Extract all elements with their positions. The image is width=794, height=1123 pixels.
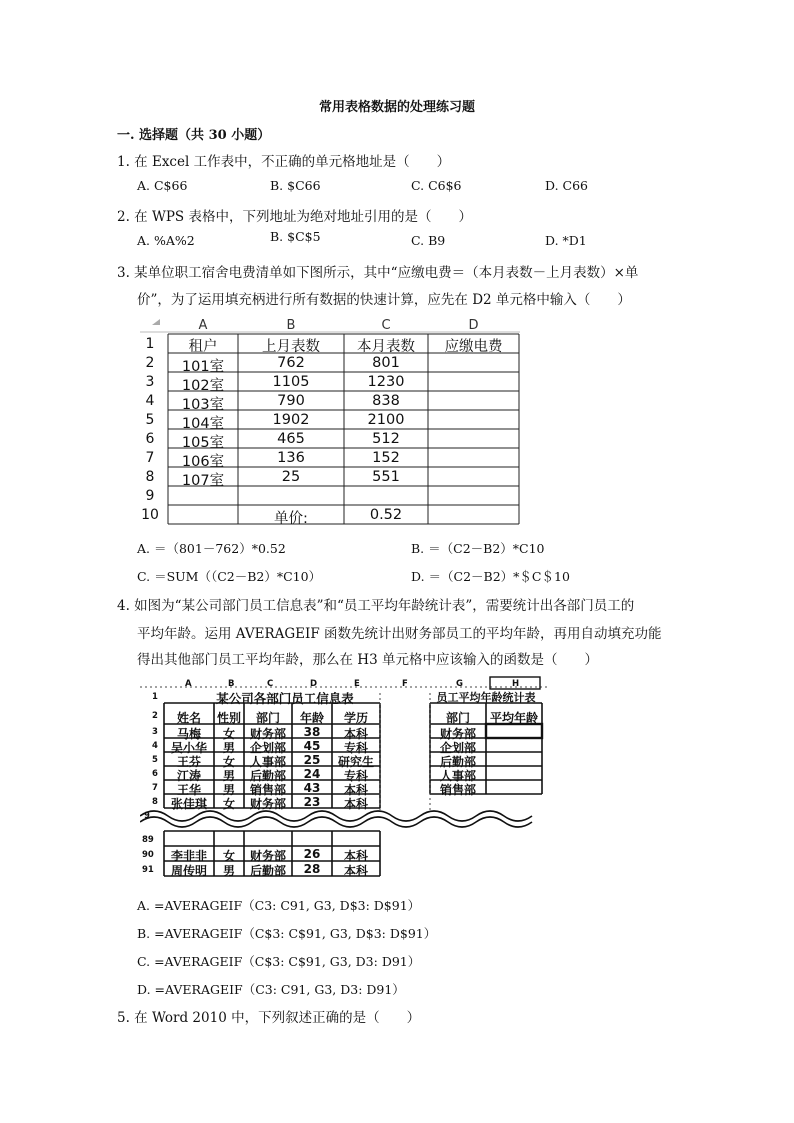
table-cell: 26 (303, 847, 321, 861)
table-cell: 28 (303, 862, 321, 876)
row-number: 8 (145, 469, 155, 485)
header-cell-gender: 性别 (216, 711, 241, 725)
table-cell: 762 (277, 355, 305, 371)
table-cell: 45 (303, 739, 321, 753)
table-cell: 本科 (343, 727, 368, 741)
table-cell: 江涛 (176, 769, 201, 783)
table-cell: 551 (372, 469, 400, 485)
header-cell-tenant: 租户 (188, 339, 218, 355)
col-letter-a: A (198, 318, 208, 333)
table-cell: 销售部 (249, 783, 286, 797)
col-letter: G (456, 679, 463, 689)
row-number: 8 (152, 797, 158, 807)
table-cell: 152 (372, 450, 400, 466)
table-cell: 女 (222, 797, 235, 811)
q1-option-b: B. $C66 (270, 178, 321, 193)
stats-dept-cell: 企划部 (439, 741, 476, 755)
table-cell: 男 (222, 769, 235, 783)
header-cell-age: 年龄 (299, 711, 324, 725)
row-number: 9 (144, 811, 150, 821)
q4-option-d: D. =AVERAGEIF（C3: C91, G3, D3: D91） (137, 982, 405, 997)
table-cell: 后勤部 (249, 864, 286, 878)
page-title: 常用表格数据的处理练习题 (318, 100, 475, 115)
table-cell: 男 (222, 864, 235, 878)
row-number: 1 (145, 336, 155, 352)
table-cell: 25 (281, 469, 301, 485)
q1-option-c: C. C6$6 (411, 178, 462, 193)
col-letter: H (512, 679, 520, 689)
table-cell: 李非非 (170, 849, 207, 863)
header-cell-this-month: 本月表数 (357, 339, 415, 355)
table-cell: 465 (277, 431, 305, 447)
table-cell: 女 (222, 849, 235, 863)
col-letter-d: D (468, 318, 479, 333)
table-cell: 财务部 (249, 849, 286, 863)
question-4-stem-line-1: 4. 如图为“某公司部门员工信息表”和“员工平均年龄统计表”，需要统计出各部门员工的 (117, 598, 635, 614)
table-cell: 研究生 (337, 755, 374, 769)
row-number: 10 (141, 507, 159, 523)
table-cell: 103室 (181, 397, 225, 413)
table-cell: 女 (222, 755, 235, 769)
table-cell: 企划部 (249, 741, 286, 755)
table-cell: 本科 (343, 849, 368, 863)
table-cell: 本科 (343, 864, 368, 878)
table-cell: 790 (277, 393, 305, 409)
col-letter: D (310, 679, 318, 689)
unit-price-value: 0.52 (369, 507, 403, 523)
header-cell-name: 姓名 (176, 711, 201, 725)
table-cell: 女 (222, 727, 235, 741)
row-number: 89 (142, 835, 154, 845)
row-number: 7 (145, 450, 155, 466)
q3-option-b: B. ＝（C2－B2）*C10 (411, 541, 545, 556)
table-cell: 专科 (343, 769, 368, 783)
question-4-stem-line-3: 得出其他部门员工平均年龄，那么在 H3 单元格中应该输入的函数是（ ） (137, 652, 598, 668)
row-number: 90 (142, 850, 154, 860)
employee-table-title: 某公司各部门员工信息表 (216, 691, 354, 706)
table-cell: 王芬 (176, 755, 201, 769)
row-number: 3 (145, 374, 155, 390)
q4-option-b: B. =AVERAGEIF（C$3: C$91, G3, D$3: D$91） (137, 926, 437, 941)
stats-dept-cell: 后勤部 (439, 755, 476, 769)
stats-dept-cell: 销售部 (439, 783, 476, 797)
stats-dept-cell: 财务部 (439, 727, 476, 741)
header-cell-edu: 学历 (343, 711, 368, 725)
question-3-stem-line-2: 价”，为了运用填充柄进行所有数据的快速计算，应先在 D2 单元格中输入（ ） (137, 292, 631, 308)
table-cell: 1902 (272, 412, 310, 428)
table-cell: 财务部 (249, 727, 286, 741)
employee-info-figure (140, 673, 550, 885)
table-cell: 105室 (181, 435, 225, 451)
col-letter-c: C (381, 318, 391, 333)
table-cell: 24 (303, 767, 321, 781)
table-cell: 838 (372, 393, 400, 409)
table-cell: 801 (372, 355, 400, 371)
q3-option-d: D. ＝（C2－B2）*＄C＄10 (411, 569, 570, 584)
q4-option-c: C. =AVERAGEIF（C$3: C$91, G3, D3: D91） (137, 954, 421, 969)
col-letter-b: B (286, 318, 296, 333)
row-number: 2 (152, 711, 158, 721)
row-number: 4 (152, 741, 158, 751)
col-letter: F (402, 679, 408, 689)
unit-price-label: 单价: (274, 511, 308, 527)
table-cell: 本科 (343, 797, 368, 811)
question-1-stem: 1. 在 Excel 工作表中，不正确的单元格地址是（ ） (117, 154, 451, 170)
table-cell: 104室 (181, 416, 225, 432)
table-cell: 财务部 (249, 797, 286, 811)
q4-option-a: A. =AVERAGEIF（C3: C91, G3, D$3: D$91） (137, 898, 421, 913)
q2-option-a: A. %A%2 (137, 233, 195, 248)
table-cell: 38 (303, 725, 321, 739)
table-cell: 后勤部 (249, 769, 286, 783)
col-letter: B (228, 679, 235, 689)
question-4-stem-line-2: 平均年龄。运用 AVERAGEIF 函数先统计出财务部员工的平均年龄，再用自动填充功能 (137, 626, 662, 642)
table-cell: 43 (303, 781, 321, 795)
row-number: 7 (152, 783, 158, 793)
header-cell-fee: 应缴电费 (444, 339, 503, 355)
col-letter: C (267, 679, 274, 689)
table-cell: 吴小华 (170, 741, 207, 755)
table-cell: 1230 (367, 374, 405, 390)
row-number: 5 (152, 755, 158, 765)
q1-option-a: A. C$66 (137, 178, 188, 193)
question-2-stem: 2. 在 WPS 表格中，下列地址为绝对地址引用的是（ ） (117, 209, 472, 225)
row-number: 5 (145, 412, 155, 428)
table-cell: 王华 (176, 783, 201, 797)
table-cell: 周传明 (170, 864, 207, 878)
row-number: 2 (145, 355, 155, 371)
col-letter: A (185, 679, 192, 689)
table-cell: 专科 (343, 741, 368, 755)
table-cell: 512 (372, 431, 400, 447)
table-cell: 1105 (272, 374, 310, 390)
table-cell: 23 (303, 795, 321, 809)
table-cell: 102室 (181, 378, 225, 394)
row-number: 91 (142, 865, 154, 875)
q1-option-d: D. C66 (545, 178, 588, 193)
row-number: 1 (152, 692, 158, 702)
table-cell: 106室 (181, 454, 225, 470)
table-cell: 人事部 (249, 755, 286, 769)
question-5-stem: 5. 在 Word 2010 中，下列叙述正确的是（ ） (117, 1010, 421, 1026)
table-cell: 107室 (181, 473, 225, 489)
table-cell: 2100 (367, 412, 405, 428)
q3-option-c: C. ＝SUM（（C2－B2）*C10） (137, 569, 322, 584)
table-cell: 136 (277, 450, 305, 466)
q2-option-b: B. $C$5 (270, 229, 321, 244)
header-cell-dept: 部门 (255, 711, 280, 725)
table-cell: 本科 (343, 783, 368, 797)
row-number: 9 (145, 488, 155, 504)
q3-option-a: A. ＝（801－762）*0.52 (137, 541, 286, 556)
header-cell-avg-age: 平均年龄 (489, 711, 538, 725)
row-number: 3 (152, 727, 158, 737)
row-number: 6 (145, 431, 155, 447)
question-3-stem-line-1: 3. 某单位职工宿舍电费清单如下图所示，其中“应缴电费＝（本月表数－上月表数）×单 (117, 265, 639, 281)
table-cell: 男 (222, 741, 235, 755)
q2-option-c: C. B9 (411, 233, 446, 248)
col-letter: E (354, 679, 360, 689)
table-cell: 马梅 (176, 727, 201, 741)
row-number: 4 (145, 393, 155, 409)
table-cell: 101室 (181, 359, 225, 375)
header-cell-last-month: 上月表数 (262, 339, 320, 355)
table-cell: 25 (303, 753, 321, 767)
section-header: 一. 选择题（共 30 小题） (117, 128, 271, 143)
q2-option-d: D. *D1 (545, 233, 587, 248)
row-number: 6 (152, 769, 158, 779)
table-cell: 男 (222, 783, 235, 797)
table-cell: 张佳琪 (170, 797, 207, 811)
header-cell-stats-dept: 部门 (445, 711, 470, 725)
stats-dept-cell: 人事部 (439, 769, 476, 783)
age-stats-table-title: 员工平均年龄统计表 (436, 691, 536, 704)
